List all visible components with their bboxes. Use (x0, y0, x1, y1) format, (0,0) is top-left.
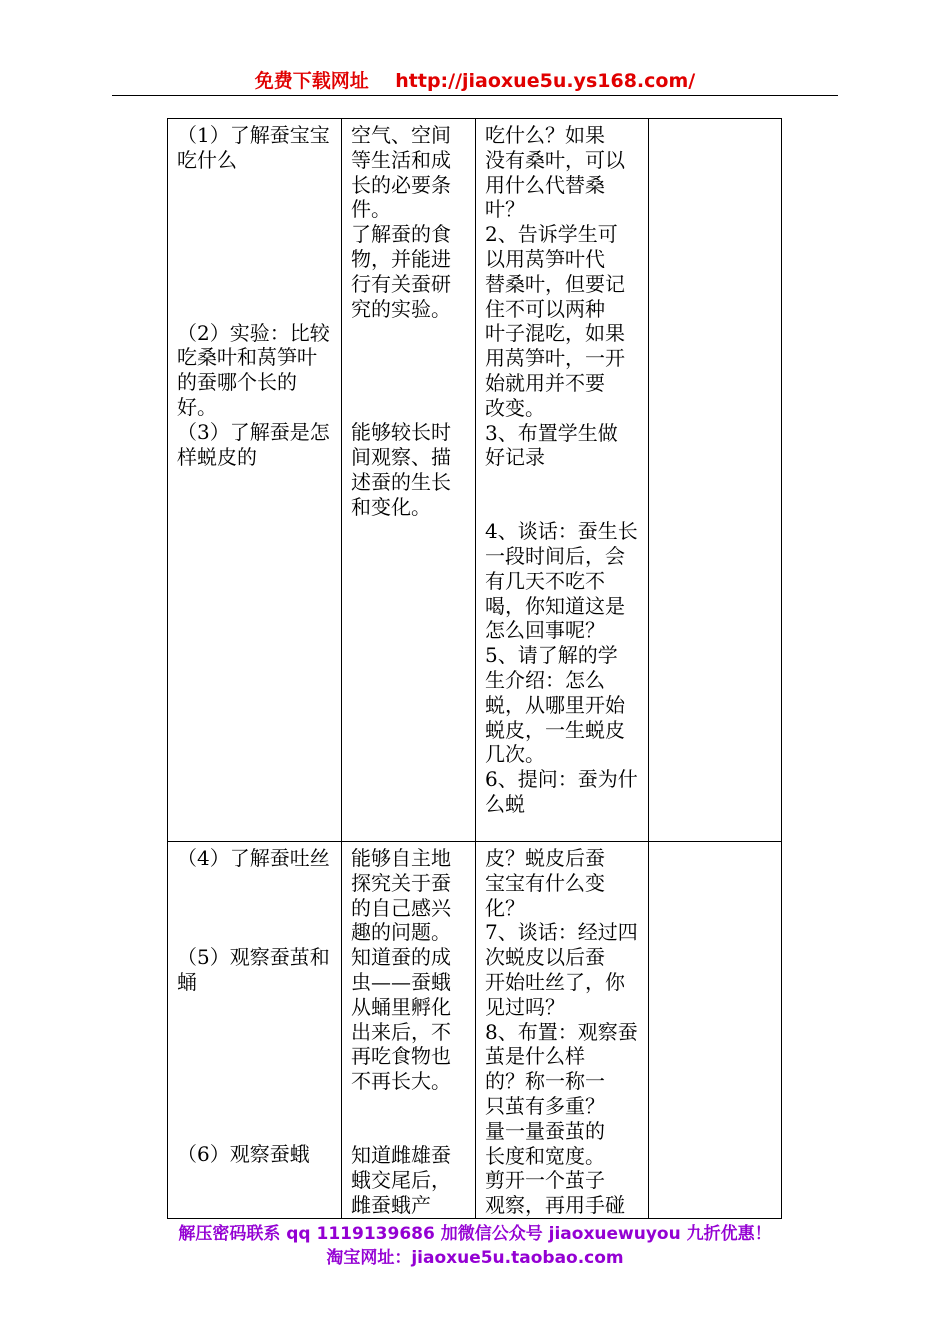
cell-paragraph: 知道雌雄蚕 蛾交尾后， 雌蚕蛾产 (351, 1142, 451, 1217)
cell-notes (649, 119, 782, 842)
cell-paragraph: 能够自主地 探究关于蚕 的自己感兴 趣的问题。 (351, 846, 451, 945)
download-url-header: 免费下载网址 http://jiaoxue5u.ys168.com/ (254, 70, 696, 92)
cell-paragraph: 6、提问：蚕为什 么蜕 (485, 767, 638, 816)
contact-footer: 解压密码联系 qq 1119139686 加微信公众号 jiaoxuewuyou 九折优惠！ (178, 1224, 772, 1244)
shop-footer: 淘宝网址：jiaoxue5u.taobao.com (326, 1248, 624, 1268)
cell-objective (342, 119, 476, 842)
cell-activity (168, 119, 342, 842)
cell-paragraph: 知道蚕的成 虫——蚕蛾 从蛹里孵化 出来后，不 再吃食物也 不再长大。 (351, 945, 451, 1094)
header-divider (112, 95, 838, 96)
cell-paragraph: 皮？蜕皮后蚕 宝宝有什么变 化？ (485, 846, 605, 920)
table-row (168, 119, 782, 842)
cell-paragraph: （6）观察蚕蛾 (177, 1142, 310, 1167)
cell-objective (342, 842, 476, 1219)
cell-paragraph: 空气、空间 等生活和成 长的必要条 件。 (351, 123, 451, 222)
cell-paragraph: 剪开一个茧子 观察，再用手碰 (485, 1168, 625, 1218)
lesson-plan-table (167, 118, 782, 1219)
cell-paragraph: 能够较长时 间观察、描 述蚕的生长 和变化。 (351, 420, 451, 519)
cell-paragraph: 5、请了解的学 生介绍：怎么 蜕，从哪里开始 蜕皮，一生蜕皮 几次。 (485, 643, 625, 767)
cell-paragraph: （2）实验：比较 吃桑叶和莴笋叶 的蚕哪个长的 好。 (177, 320, 330, 419)
cell-paragraph: 8、布置：观察蚕 茧是什么样 的？称一称一 只茧有多重？ 量一量蚕茧的 长度和宽度。 (485, 1019, 638, 1168)
cell-paragraph: 2、告诉学生可 以用莴笋叶代 替桑叶，但要记 住不可以两种 叶子混吃，如果 用莴笋叶，一开 始就用并不要 改变。 (485, 222, 625, 420)
table-row (168, 842, 782, 1219)
cell-paragraph: 4、谈话：蚕生长 一段时间后，会 有几天不吃不 喝，你知道这是 怎么回事呢？ (485, 519, 638, 643)
cell-paragraph: 吃什么？如果 没有桑叶，可以 用什么代替桑 叶？ (485, 123, 625, 222)
cell-paragraph: 了解蚕的食 物，并能进 行有关蚕研 究的实验。 (351, 222, 451, 321)
cell-paragraph: （4）了解蚕吐丝 (177, 846, 330, 870)
cell-paragraph: 3、布置学生做 好记录 (485, 420, 618, 470)
cell-paragraph: 7、谈话：经过四 次蜕皮以后蚕 开始吐丝了，你 见过吗？ (485, 920, 638, 1019)
cell-paragraph: （5）观察蚕茧和 蛹 (177, 944, 330, 994)
cell-activity (168, 842, 342, 1219)
cell-procedure (476, 119, 649, 842)
cell-notes (649, 842, 782, 1219)
cell-paragraph: （3）了解蚕是怎 样蜕皮的 (177, 419, 330, 469)
cell-procedure (476, 842, 649, 1219)
cell-paragraph: （1）了解蚕宝宝 吃什么 (177, 123, 330, 172)
